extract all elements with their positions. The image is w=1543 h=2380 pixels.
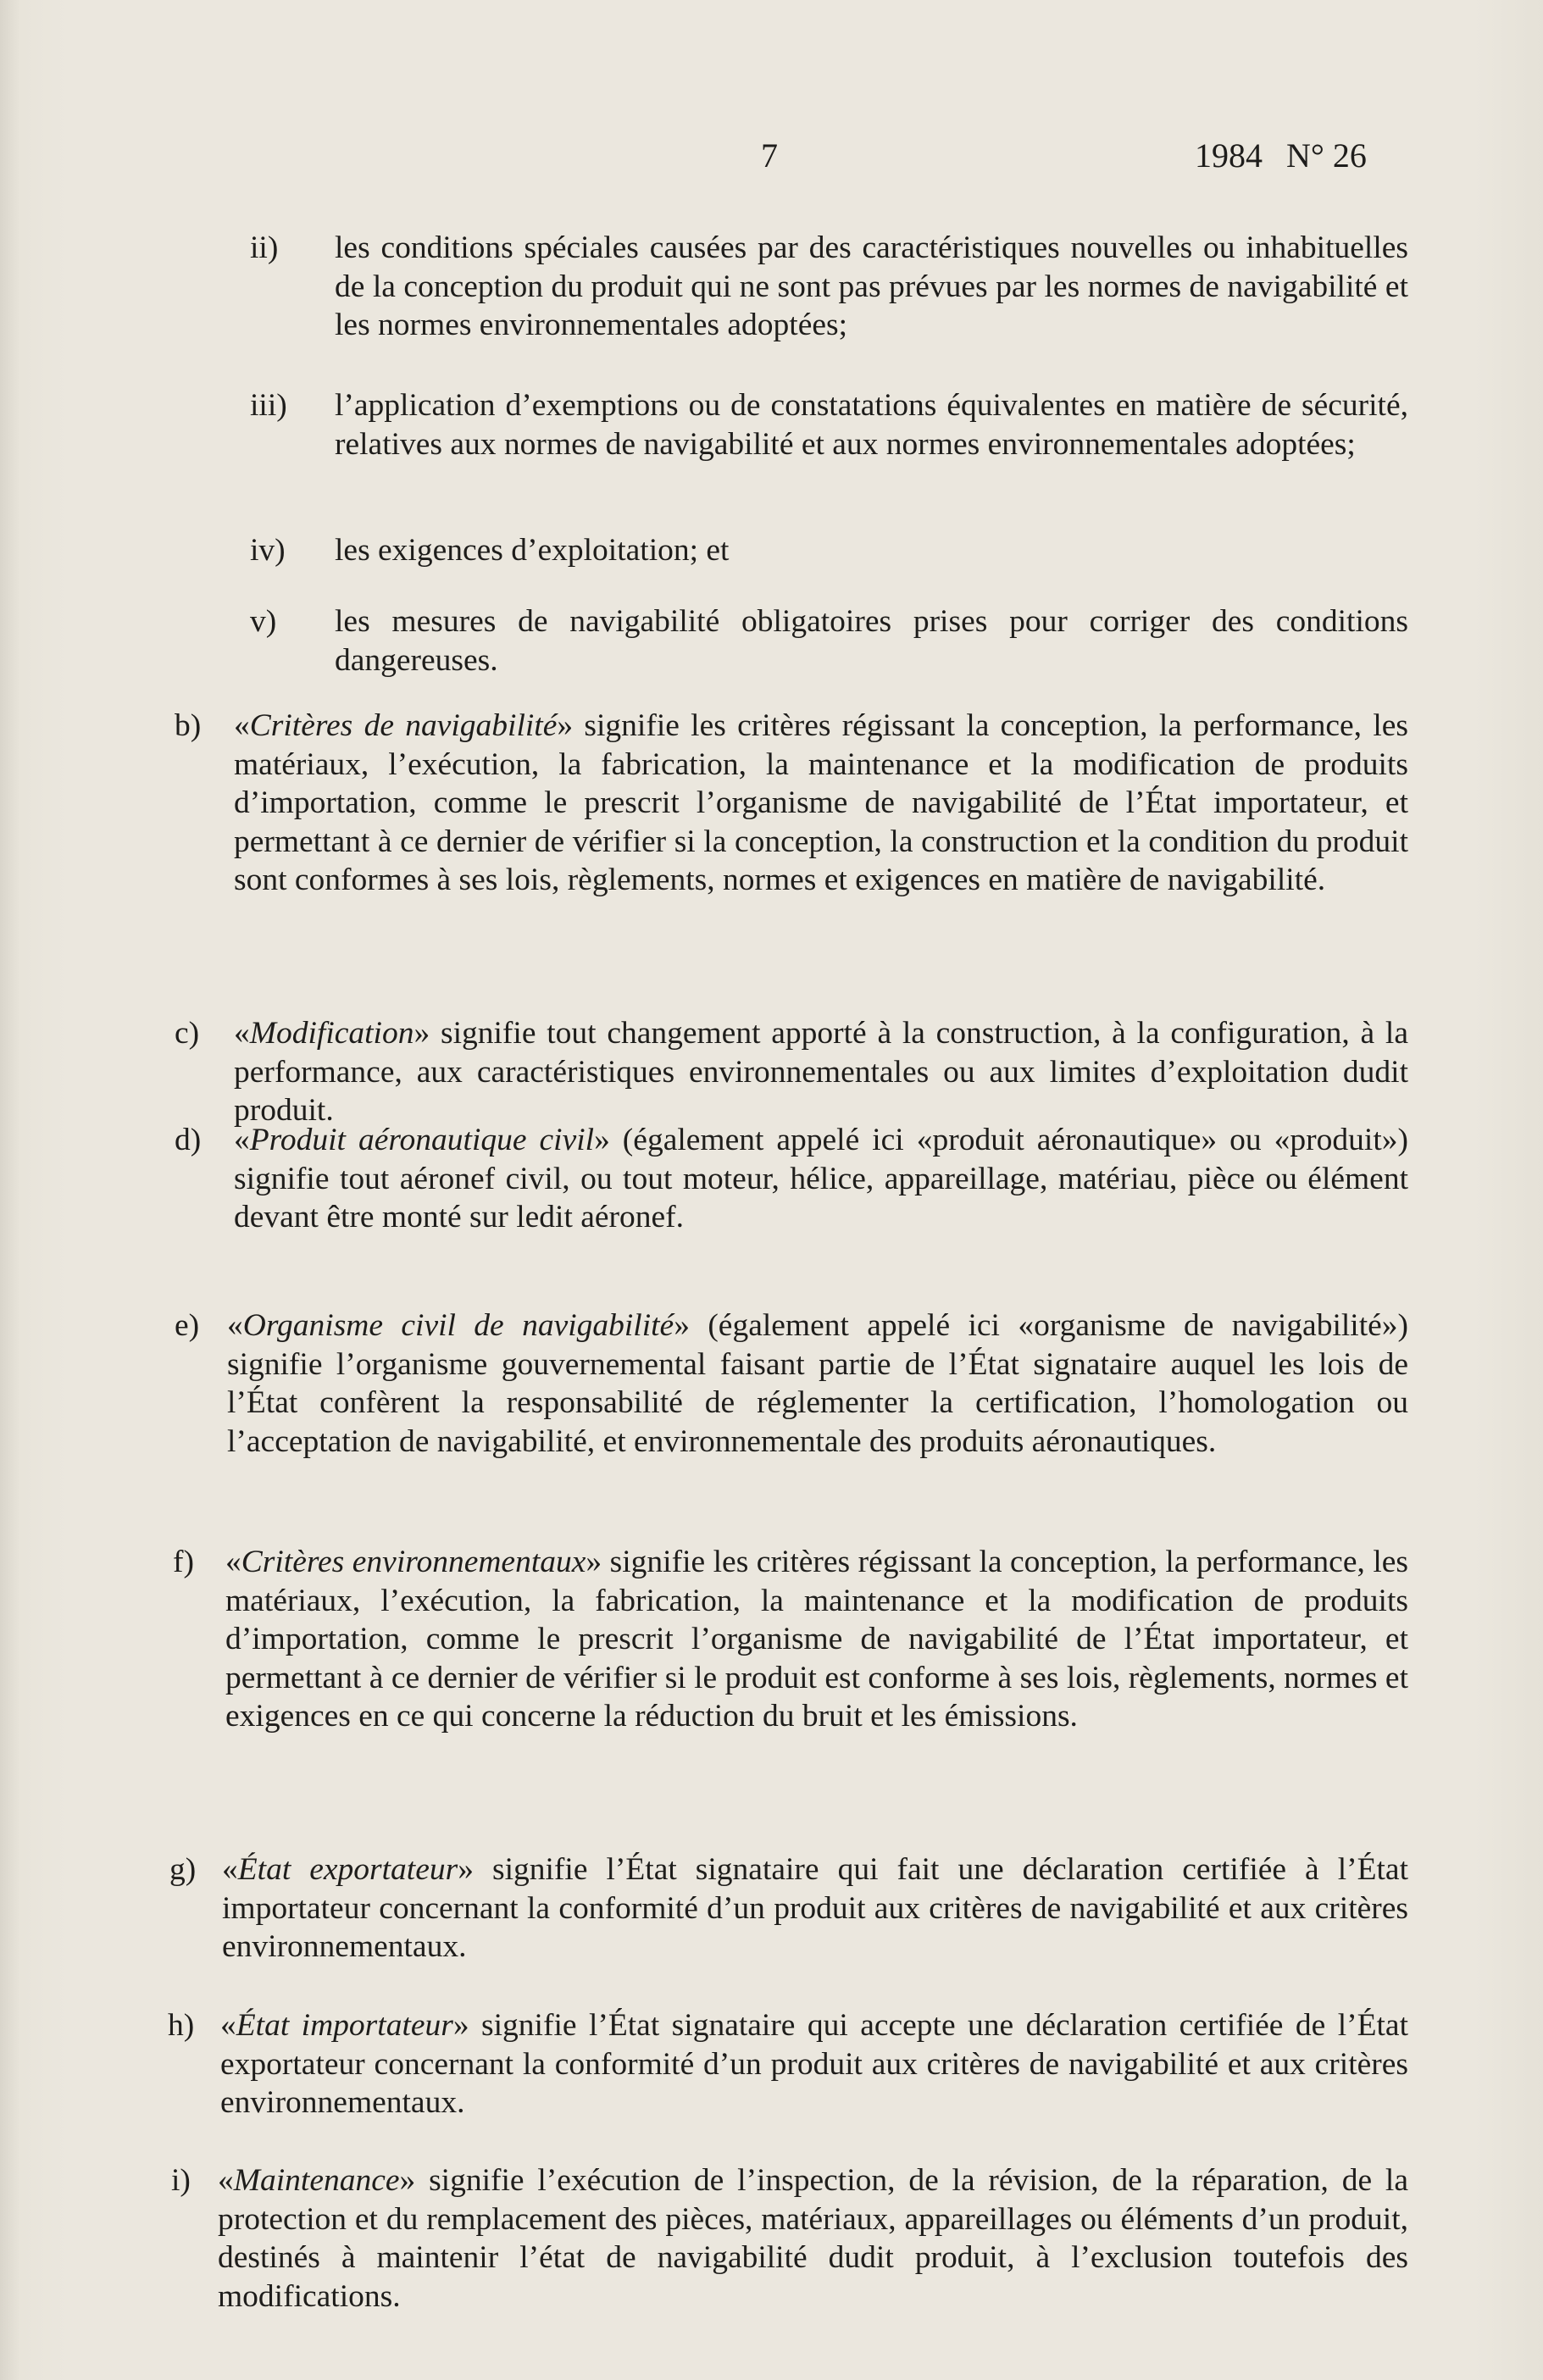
defined-term: Critères de navigabilité xyxy=(249,708,558,743)
defined-term: Modification xyxy=(249,1016,414,1051)
definition-i: i) «Maintenance» signifie l’exécution de l’inspection, de la révision, de la réparation, de la protection et du remplacement des pièces, matériaux, appareillages ou éléments d’un produit, destinés à maintenir l’état de navigabilité dudit produit, à l’exclusion toutefois des modifications. xyxy=(171,2163,1408,2314)
publication-year: 1984 xyxy=(1195,136,1263,175)
subitem-text: les mesures de navigabilité obligatoires prises pour corriger des conditions dangereuses. xyxy=(335,604,1408,678)
definition-e: e) «Organisme civil de navigabilité» (également appelé ici «organisme de navigabilité») signifie l’organisme gouvernemental faisant partie de l’État signataire auquel les lois de l’État confèrent la responsabilité de réglementer la certification, l’homologation ou l’acceptation de navigabilité, et environnementale des produits aéronautiques. xyxy=(175,1308,1409,1459)
subitem-v xyxy=(250,602,1408,680)
defined-term: État importateur xyxy=(236,2008,453,2043)
subitem-ii xyxy=(250,229,1408,345)
defined-term: Critères environnementaux xyxy=(241,1545,586,1579)
defined-term: Organisme civil de navigabilité xyxy=(242,1308,674,1343)
definition-text: signifie l’État signataire qui fait une déclaration certifiée à l’État importateur concernant la conformité d’un produit aux critères de navigabilité et aux critères environnementaux. xyxy=(222,1852,1408,1964)
definition-b: b) «Critères de navigabilité» signifie les critères régissant la conception, la performance, les matériaux, l’exécution, la fabrication, la maintenance et la modification de produits d’importation, comme le prescrit l’organisme de navigabilité de l’État importateur, et permettant à ce dernier de vérifier si la conception, la construction et la condition du produit sont conformes à ses lois, règlements, normes et exigences en matière de navigabilité. xyxy=(175,708,1408,897)
definition-text: signifie tout changement apporté à la construction, à la configuration, à la performance, aux caractéristiques environnementales ou aux limites d’exploitation dudit produit. xyxy=(234,1016,1408,1128)
definition-text: (également appelé ici «produit aéronautique» ou «produit») signifie tout aéronef civil, ou tout moteur, hélice, appareillage, matériau, pièce ou élément devant être monté sur ledit aéronef. xyxy=(234,1123,1408,1234)
subitem-label: iv) xyxy=(250,533,286,568)
subitem-label: ii) xyxy=(250,230,279,265)
defined-term: Maintenance xyxy=(233,2163,400,2198)
definition-label: i) xyxy=(171,2163,191,2198)
definition-g: g) «État exportateur» signifie l’État signataire qui fait une déclaration certifiée à l’État importateur concernant la conformité d’un produit aux critères de navigabilité et aux critères environnementaux. xyxy=(169,1852,1408,1964)
subitem-iii xyxy=(250,386,1408,463)
subitem-text: les conditions spéciales causées par des caractéristiques nouvelles ou inhabituelles de la conception du produit qui ne sont pas prévues par les normes de navigabilité et les normes environnementales adoptées; xyxy=(335,230,1408,342)
defined-term: Produit aéronautique civil xyxy=(249,1123,595,1157)
subitem-text: les exigences d’exploitation; et xyxy=(335,533,730,568)
definition-text: (également appelé ici «organisme de navigabilité») signifie l’organisme gouvernemental faisant partie de l’État signataire auquel les lois de l’État confèrent la responsabilité de réglementer la certification, l’homologation ou l’acceptation de navigabilité, et environnementale des produits aéronautiques. xyxy=(227,1308,1409,1459)
definition-c: c) «Modification» signifie tout changement apporté à la construction, à la configuration, à la performance, aux caractéristiques environnementales ou aux limites d’exploitation dudit produit. xyxy=(175,1016,1408,1128)
subitem-label: iii) xyxy=(250,388,287,423)
publication-number: N° 26 xyxy=(1286,136,1367,175)
definition-label: b) xyxy=(175,708,202,743)
definition-text: signifie l’État signataire qui accepte une déclaration certifiée de l’État exportateur concernant la conformité d’un produit aux critères de navigabilité et aux critères environnementaux. xyxy=(220,2008,1408,2120)
definition-label: d) xyxy=(175,1123,202,1157)
definition-label: c) xyxy=(175,1016,200,1051)
definition-label: e) xyxy=(175,1308,200,1343)
definition-f: f) «Critères environnementaux» signifie les critères régissant la conception, la performance, les matériaux, l’exécution, la fabrication, la maintenance et la modification de produits d’importation, comme le prescrit l’organisme de navigabilité de l’État importateur, et permettant à ce dernier de vérifier si le produit est conforme à ses lois, règlements, normes et exigences en ce qui concerne la réduction du bruit et les émissions. xyxy=(173,1545,1409,1734)
definition-text: signifie l’exécution de l’inspection, de la révision, de la réparation, de la protection et du remplacement des pièces, matériaux, appareillages ou éléments d’un produit, destinés à maintenir l’état de navigabilité dudit produit, à l’exclusion toutefois des modifications. xyxy=(218,2163,1408,2314)
defined-term: État exportateur xyxy=(237,1852,458,1887)
definition-text: signifie les critères régissant la conception, la performance, les matériaux, l’exécution, la fabrication, la maintenance et la modification de produits d’importation, comme le prescrit l’organisme de navigabilité de l’État importateur, et permettant à ce dernier de vérifier si le produit est conforme à ses lois, règlements, normes et exigences en ce qui concerne la réduction du bruit et les émissions. xyxy=(225,1545,1409,1734)
page-number: 7 xyxy=(761,136,778,175)
definition-text: signifie les critères régissant la conception, la performance, les matériaux, l’exécution, la fabrication, la maintenance et la modification de produits d’importation, comme le prescrit l’organisme de navigabilité de l’État importateur, et permettant à ce dernier de vérifier si la conception, la construction et la condition du produit sont conformes à ses lois, règlements, normes et exigences en matière de navigabilité. xyxy=(234,708,1408,897)
subitem-label: v) xyxy=(250,604,277,639)
definition-label: f) xyxy=(173,1545,194,1579)
definition-label: h) xyxy=(168,2008,195,2043)
definition-label: g) xyxy=(169,1852,197,1887)
publication-reference xyxy=(1195,136,1367,175)
definition-h: h) «État importateur» signifie l’État signataire qui accepte une déclaration certifiée de l’État exportateur concernant la conformité d’un produit aux critères de navigabilité et aux critères environnementaux. xyxy=(168,2008,1408,2120)
definition-d: d) «Produit aéronautique civil» (également appelé ici «produit aéronautique» ou «produit») signifie tout aéronef civil, ou tout moteur, hélice, appareillage, matériau, pièce ou élément devant être monté sur ledit aéronef. xyxy=(175,1123,1408,1234)
subitem-iv xyxy=(250,531,1408,570)
subitem-text: l’application d’exemptions ou de constatations équivalentes en matière de sécurité, relatives aux normes de navigabilité et aux normes environnementales adoptées; xyxy=(335,388,1408,462)
